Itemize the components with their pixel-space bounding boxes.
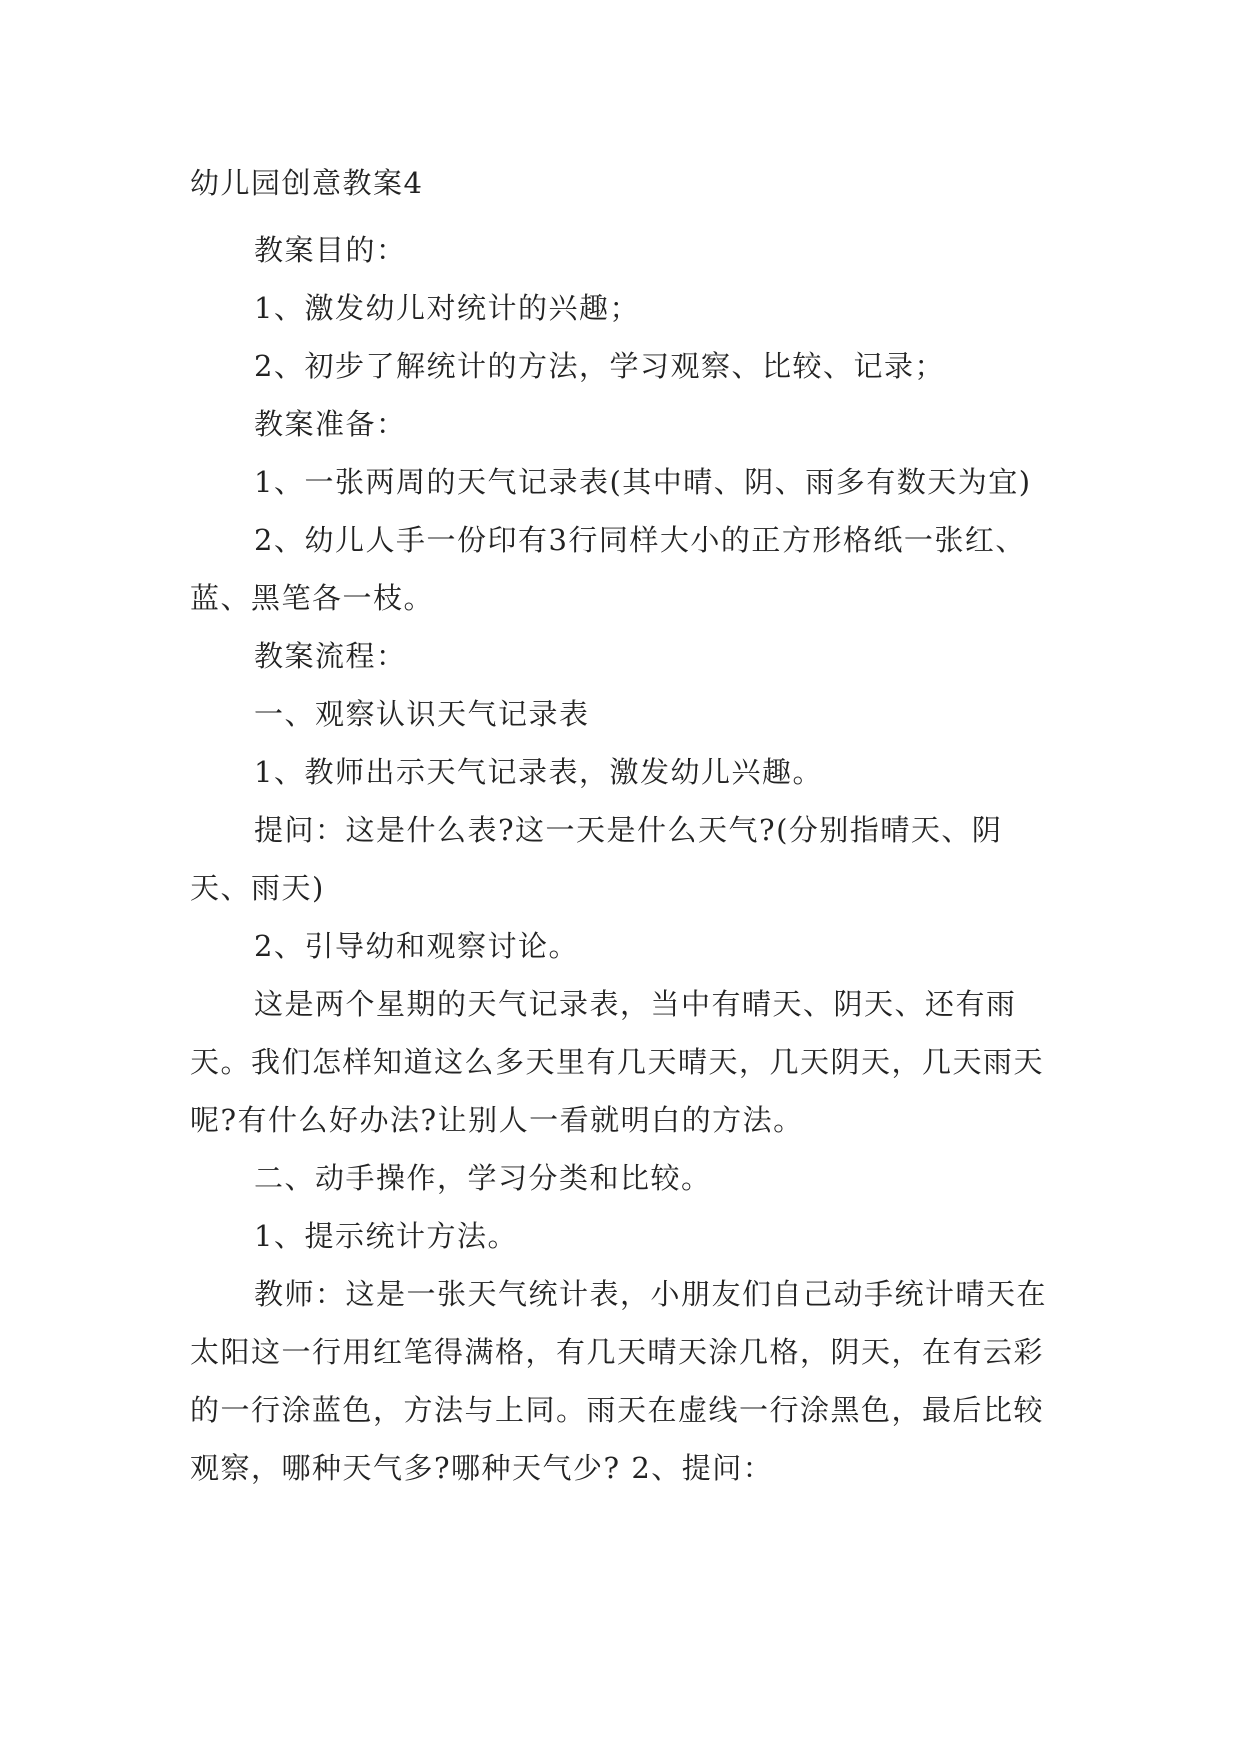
process-step-2: 二、动手操作，学习分类和比较。 xyxy=(254,1161,712,1195)
section-heading-goals: 教案目的： xyxy=(254,233,407,267)
process-step-1: 一、观察认识天气记录表 xyxy=(254,697,590,731)
section-heading-preparation: 教案准备： xyxy=(254,407,407,441)
goal-item-1: 1、激发幼儿对统计的兴趣； xyxy=(254,291,640,325)
process-item-1-2: 2、引导幼和观察讨论。 xyxy=(254,929,579,963)
section-heading-process: 教案流程： xyxy=(254,639,407,673)
process-question-1: 提问：这是什么表?这一天是什么天气?(分别指晴天、阴天、雨天) xyxy=(190,813,1003,905)
process-teacher-instruction: 教师：这是一张天气统计表，小朋友们自己动手统计晴天在太阳这一行用红笔得满格，有几天晴天涂几格，阴天，在有云彩的一行涂蓝色，方法与上同。雨天在虚线一行涂黑色，最后比较观察，哪种天气多?哪种天气少? 2、提问： xyxy=(190,1277,1048,1485)
goal-item-2: 2、初步了解统计的方法，学习观察、比较、记录； xyxy=(254,349,945,383)
document-title: 幼儿园创意教案4 xyxy=(190,166,424,200)
preparation-item-1: 1、一张两周的天气记录表(其中晴、阴、雨多有数天为宜) xyxy=(254,465,1032,499)
document-body xyxy=(190,163,1060,1497)
process-item-1-1: 1、教师出示天气记录表，激发幼儿兴趣。 xyxy=(254,755,823,789)
process-discussion: 这是两个星期的天气记录表，当中有晴天、阴天、还有雨天。我们怎样知道这么多天里有几天晴天，几天阴天，几天雨天呢?有什么好办法?让别人一看就明白的方法。 xyxy=(190,987,1045,1137)
preparation-item-2: 2、幼儿人手一份印有3行同样大小的正方形格纸一张红、蓝、黑笔各一枝。 xyxy=(190,523,1026,615)
process-item-2-1: 1、提示统计方法。 xyxy=(254,1219,518,1253)
